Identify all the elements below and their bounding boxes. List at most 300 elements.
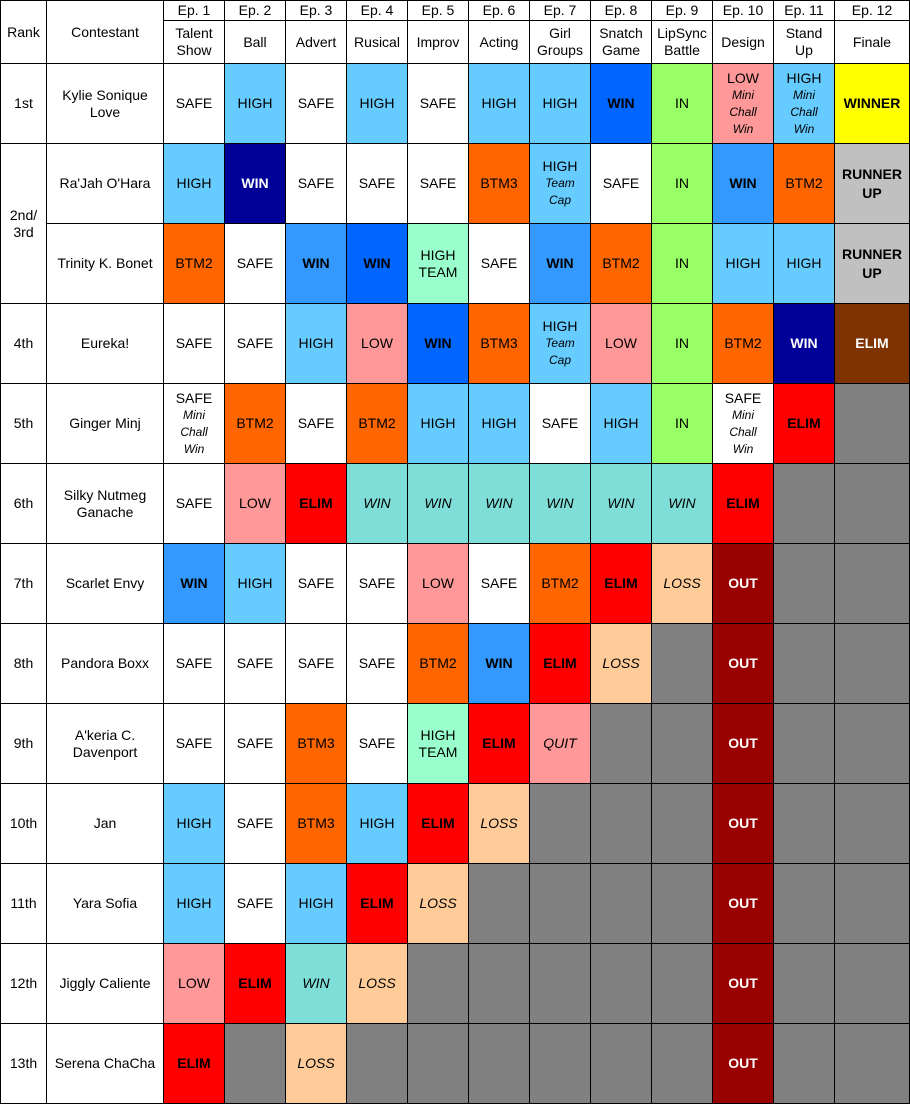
result-cell	[530, 784, 591, 864]
result-text: SAFE	[236, 815, 274, 831]
result-text: WIN	[180, 575, 208, 591]
result-cell	[652, 624, 713, 704]
result-cell	[286, 624, 347, 704]
result-cell	[286, 544, 347, 624]
result-cell	[469, 64, 530, 144]
result-text: HIGH	[542, 318, 578, 334]
result-cell	[835, 144, 910, 224]
result-cell	[408, 224, 469, 304]
challenge-label	[652, 21, 713, 64]
result-text: LOW	[422, 575, 454, 591]
result-cell	[652, 944, 713, 1024]
challenge-label-line: Groups	[537, 42, 583, 58]
result-text: RUNNER	[842, 245, 902, 262]
rank-cell: 4th	[1, 304, 47, 384]
contestant-row	[1, 144, 910, 224]
result-text: SAFE	[297, 95, 335, 111]
result-text: ELIM	[360, 895, 394, 911]
result-cell	[469, 304, 530, 384]
result-text: OUT	[728, 975, 758, 991]
contestant-name-line: Yara Sofia	[72, 895, 138, 911]
result-text: SAFE	[480, 575, 518, 591]
result-cell	[347, 784, 408, 864]
result-cell	[713, 864, 774, 944]
result-text: IN	[675, 255, 689, 271]
contestant-row	[1, 384, 910, 464]
result-text: SAFE	[175, 95, 213, 111]
result-cell	[164, 624, 225, 704]
result-cell	[591, 64, 652, 144]
result-text: TEAM	[418, 743, 458, 760]
result-text: SAFE	[175, 655, 213, 671]
episode-label: Ep. 2	[225, 1, 286, 21]
result-text: SAFE	[358, 655, 396, 671]
result-text: LOSS	[419, 895, 457, 911]
result-text: OUT	[728, 735, 758, 751]
result-text: SAFE	[236, 655, 274, 671]
episode-label: Ep. 9	[652, 1, 713, 21]
result-cell	[164, 1024, 225, 1104]
result-cell	[652, 544, 713, 624]
contestant-name-line: Davenport	[72, 743, 138, 760]
result-text: LOW	[239, 495, 271, 511]
result-cell	[530, 544, 591, 624]
result-cell	[713, 64, 774, 144]
rank-cell: 1st	[1, 64, 47, 144]
result-cell	[591, 384, 652, 464]
result-text: SAFE	[175, 495, 213, 511]
result-cell	[225, 144, 286, 224]
contestant-name-line: Serena ChaCha	[54, 1055, 156, 1071]
challenge-label	[835, 21, 910, 64]
result-text: BTM2	[236, 415, 274, 431]
contestant-name-line: Ra'Jah O'Hara	[59, 175, 151, 191]
contestant-name-line: Jan	[93, 815, 117, 831]
episode-label: Ep. 5	[408, 1, 469, 21]
result-cell	[652, 784, 713, 864]
contestant-name-line: Kylie Sonique	[62, 86, 148, 103]
contestant-name-line: Silky Nutmeg	[63, 486, 147, 503]
result-cell	[774, 944, 835, 1024]
rank-cell: 5th	[1, 384, 47, 464]
result-cell	[286, 864, 347, 944]
result-cell	[225, 384, 286, 464]
rank-cell: 13th	[1, 1024, 47, 1104]
challenge-label-line: Improv	[416, 33, 460, 50]
challenge-label	[469, 21, 530, 64]
contestant-row	[1, 784, 910, 864]
result-cell	[225, 624, 286, 704]
result-cell	[225, 464, 286, 544]
contestant-name	[47, 864, 164, 944]
result-cell	[713, 784, 774, 864]
contestant-name-line: Trinity K. Bonet	[57, 255, 153, 271]
result-text: HIGH	[786, 69, 822, 86]
result-text: SAFE	[175, 335, 213, 351]
result-text: ELIM	[543, 655, 577, 671]
challenge-label-line: Ball	[243, 33, 267, 50]
result-text: LOSS	[480, 815, 518, 831]
contestant-name	[47, 544, 164, 624]
result-cell	[835, 624, 910, 704]
result-cell	[347, 1024, 408, 1104]
result-text: LOSS	[663, 575, 701, 591]
result-text: IN	[675, 95, 689, 111]
result-text: ELIM	[421, 815, 455, 831]
challenge-label-line: Acting	[479, 33, 519, 50]
result-text: HIGH	[359, 95, 395, 111]
result-cell	[286, 304, 347, 384]
result-cell	[347, 224, 408, 304]
result-cell	[286, 704, 347, 784]
result-cell	[713, 544, 774, 624]
result-text: WIN	[546, 495, 574, 511]
contestant-name-line: Love	[89, 103, 121, 120]
result-text: BTM2	[358, 415, 396, 431]
contestant-row	[1, 624, 910, 704]
episode-label: Ep. 4	[347, 1, 408, 21]
result-text: ELIM	[726, 495, 760, 511]
result-cell	[713, 304, 774, 384]
result-cell	[347, 944, 408, 1024]
result-cell	[408, 704, 469, 784]
challenge-label	[225, 21, 286, 64]
result-text: OUT	[728, 575, 758, 591]
result-text: HIGH	[481, 95, 517, 111]
result-text: WIN	[607, 95, 635, 111]
result-cell	[835, 64, 910, 144]
result-cell	[408, 384, 469, 464]
result-text: QUIT	[543, 735, 577, 751]
result-cell	[835, 224, 910, 304]
result-text: TEAM	[418, 263, 458, 280]
result-cell	[652, 384, 713, 464]
challenge-label-line: Show	[176, 42, 212, 58]
result-cell	[591, 784, 652, 864]
result-cell	[652, 144, 713, 224]
contestant-row	[1, 544, 910, 624]
result-text: HIGH	[359, 815, 395, 831]
result-text: WINNER	[843, 95, 901, 111]
episode-header-row	[1, 1, 910, 21]
contestant-name-line: A'keria C.	[74, 726, 136, 743]
result-text: HIGH	[420, 726, 456, 743]
rank-cell: 7th	[1, 544, 47, 624]
result-cell	[408, 944, 469, 1024]
contestant-name	[47, 624, 164, 704]
result-text: HIGH	[176, 175, 212, 191]
result-text: BTM3	[297, 735, 335, 751]
result-text: WIN	[668, 495, 696, 511]
result-text: UP	[862, 264, 882, 281]
result-text: OUT	[728, 655, 758, 671]
result-cell	[347, 864, 408, 944]
challenge-label-line: Stand	[785, 25, 823, 41]
result-cell	[835, 944, 910, 1024]
result-note: Cap	[548, 353, 571, 367]
result-cell	[347, 64, 408, 144]
contestant-name-line: Ganache	[76, 503, 134, 520]
result-cell	[591, 944, 652, 1024]
result-text: LOW	[361, 335, 393, 351]
result-cell	[713, 944, 774, 1024]
episode-label: Ep. 12	[835, 1, 910, 21]
result-cell	[469, 144, 530, 224]
result-text: OUT	[728, 1055, 758, 1071]
result-cell	[652, 464, 713, 544]
result-text: BTM2	[175, 255, 213, 271]
result-text: LOSS	[602, 655, 640, 671]
contestant-name-line: Jiggly Caliente	[59, 975, 151, 991]
result-cell	[164, 224, 225, 304]
challenge-label-line: Talent	[175, 25, 213, 41]
result-cell	[225, 1024, 286, 1104]
result-text: ELIM	[482, 735, 516, 751]
result-cell	[286, 1024, 347, 1104]
result-cell	[774, 384, 835, 464]
result-cell	[469, 544, 530, 624]
result-note: Chall	[729, 424, 757, 439]
challenge-label-line: Girl	[549, 25, 571, 41]
rank-cell: 8th	[1, 624, 47, 704]
rank-cell: 9th	[1, 704, 47, 784]
contestant-name	[47, 144, 164, 224]
result-cell	[713, 1024, 774, 1104]
result-cell	[774, 704, 835, 784]
result-text: WIN	[485, 655, 513, 671]
result-cell	[164, 464, 225, 544]
result-note: Mini	[182, 407, 205, 422]
result-text: WIN	[241, 175, 269, 191]
result-text: HIGH	[298, 335, 334, 351]
table-body	[1, 1, 910, 1104]
result-cell	[225, 544, 286, 624]
challenge-label-line: Rusical	[354, 33, 400, 50]
contestant-row	[1, 864, 910, 944]
result-text: SAFE	[297, 655, 335, 671]
result-cell	[286, 144, 347, 224]
result-cell	[591, 1024, 652, 1104]
result-cell	[530, 464, 591, 544]
result-cell	[408, 464, 469, 544]
result-cell	[469, 704, 530, 784]
result-cell	[469, 464, 530, 544]
result-note: Team	[545, 176, 575, 190]
episode-label: Ep. 11	[774, 1, 835, 21]
result-cell	[774, 624, 835, 704]
result-text: HIGH	[237, 95, 273, 111]
result-cell	[774, 224, 835, 304]
result-cell	[713, 704, 774, 784]
result-cell	[591, 304, 652, 384]
result-cell	[408, 784, 469, 864]
result-cell	[530, 864, 591, 944]
result-cell	[835, 464, 910, 544]
rank-cell: 11th	[1, 864, 47, 944]
result-cell	[591, 544, 652, 624]
result-cell	[591, 144, 652, 224]
result-text: HIGH	[603, 415, 639, 431]
result-text: ELIM	[177, 1055, 211, 1071]
result-cell	[652, 224, 713, 304]
result-cell	[530, 704, 591, 784]
result-cell	[530, 944, 591, 1024]
result-cell	[469, 624, 530, 704]
result-cell	[469, 944, 530, 1024]
episode-label: Ep. 7	[530, 1, 591, 21]
result-cell	[774, 144, 835, 224]
challenge-label	[408, 21, 469, 64]
contestant-header: Contestant	[47, 1, 164, 64]
result-text: IN	[675, 415, 689, 431]
result-cell	[164, 384, 225, 464]
challenge-label-line: Snatch	[599, 25, 643, 41]
result-text: SAFE	[175, 389, 213, 406]
result-text: WIN	[302, 255, 330, 271]
rank-cell: 12th	[1, 944, 47, 1024]
result-cell	[286, 384, 347, 464]
contestant-name	[47, 944, 164, 1024]
result-text: BTM2	[602, 255, 640, 271]
result-text: SAFE	[358, 175, 396, 191]
result-text: WIN	[729, 175, 757, 191]
result-cell	[164, 64, 225, 144]
result-text: ELIM	[238, 975, 272, 991]
result-text: WIN	[363, 255, 391, 271]
result-text: LOSS	[358, 975, 396, 991]
result-text: SAFE	[480, 255, 518, 271]
result-cell	[408, 1024, 469, 1104]
result-cell	[408, 624, 469, 704]
result-cell	[530, 1024, 591, 1104]
result-text: HIGH	[176, 895, 212, 911]
result-cell	[652, 64, 713, 144]
result-text: HIGH	[298, 895, 334, 911]
result-text: WIN	[424, 495, 452, 511]
result-note: Mini	[731, 87, 754, 102]
challenge-label	[774, 21, 835, 64]
contestant-name	[47, 304, 164, 384]
result-cell	[286, 784, 347, 864]
result-cell	[835, 384, 910, 464]
result-cell	[774, 544, 835, 624]
result-cell	[225, 944, 286, 1024]
result-cell	[225, 784, 286, 864]
result-cell	[286, 464, 347, 544]
result-cell	[591, 464, 652, 544]
rank-cell	[1, 144, 47, 304]
result-cell	[469, 784, 530, 864]
result-cell	[469, 224, 530, 304]
result-cell	[164, 544, 225, 624]
result-cell	[591, 624, 652, 704]
result-text: IN	[675, 175, 689, 191]
result-cell	[530, 224, 591, 304]
result-text: SAFE	[419, 175, 457, 191]
contestant-name-line: Pandora Boxx	[61, 655, 149, 671]
contestant-name	[47, 224, 164, 304]
episode-label: Ep. 3	[286, 1, 347, 21]
result-text: BTM2	[419, 655, 457, 671]
result-text: WIN	[424, 335, 452, 351]
result-cell	[774, 784, 835, 864]
result-cell	[164, 784, 225, 864]
result-cell	[225, 704, 286, 784]
result-cell	[164, 304, 225, 384]
result-cell	[164, 864, 225, 944]
rank-cell: 6th	[1, 464, 47, 544]
result-text: SAFE	[236, 895, 274, 911]
contestant-row	[1, 704, 910, 784]
result-text: WIN	[302, 975, 330, 991]
result-cell	[835, 304, 910, 384]
result-cell	[225, 864, 286, 944]
result-cell	[774, 464, 835, 544]
result-text: RUNNER	[842, 165, 902, 182]
result-cell	[469, 384, 530, 464]
challenge-label-line: Battle	[664, 42, 700, 58]
result-cell	[774, 64, 835, 144]
result-cell	[347, 624, 408, 704]
result-text: SAFE	[236, 735, 274, 751]
result-note: Chall	[729, 104, 757, 119]
result-text: HIGH	[786, 255, 822, 271]
result-cell	[713, 384, 774, 464]
result-text: LOSS	[297, 1055, 335, 1071]
contestant-name	[47, 704, 164, 784]
result-cell	[713, 464, 774, 544]
result-cell	[530, 64, 591, 144]
result-cell	[591, 864, 652, 944]
rank-cell: 10th	[1, 784, 47, 864]
result-note: Win	[732, 441, 754, 456]
result-text: HIGH	[237, 575, 273, 591]
result-text: SAFE	[297, 575, 335, 591]
result-cell	[408, 544, 469, 624]
result-text: HIGH	[542, 95, 578, 111]
result-note: Mini	[731, 407, 754, 422]
result-text: SAFE	[236, 255, 274, 271]
result-text: HIGH	[176, 815, 212, 831]
result-text: ELIM	[855, 335, 889, 351]
result-cell	[225, 64, 286, 144]
contestant-row	[1, 1024, 910, 1104]
result-note: Win	[183, 441, 205, 456]
result-text: UP	[862, 184, 882, 201]
result-text: ELIM	[299, 495, 333, 511]
result-text: HIGH	[725, 255, 761, 271]
result-text: SAFE	[175, 735, 213, 751]
contestant-name	[47, 64, 164, 144]
result-text: LOW	[727, 69, 759, 86]
result-note: Chall	[180, 424, 208, 439]
result-text: SAFE	[358, 735, 396, 751]
result-cell	[835, 544, 910, 624]
result-cell	[164, 704, 225, 784]
result-cell	[774, 864, 835, 944]
result-text: OUT	[728, 895, 758, 911]
episode-label: Ep. 8	[591, 1, 652, 21]
challenge-label-line: LipSync	[657, 25, 707, 41]
result-text: SAFE	[358, 575, 396, 591]
challenge-label	[164, 21, 225, 64]
result-text: BTM3	[297, 815, 335, 831]
challenge-label	[713, 21, 774, 64]
result-cell	[835, 1024, 910, 1104]
result-text: BTM2	[724, 335, 762, 351]
episode-label: Ep. 10	[713, 1, 774, 21]
result-text: BTM2	[541, 575, 579, 591]
